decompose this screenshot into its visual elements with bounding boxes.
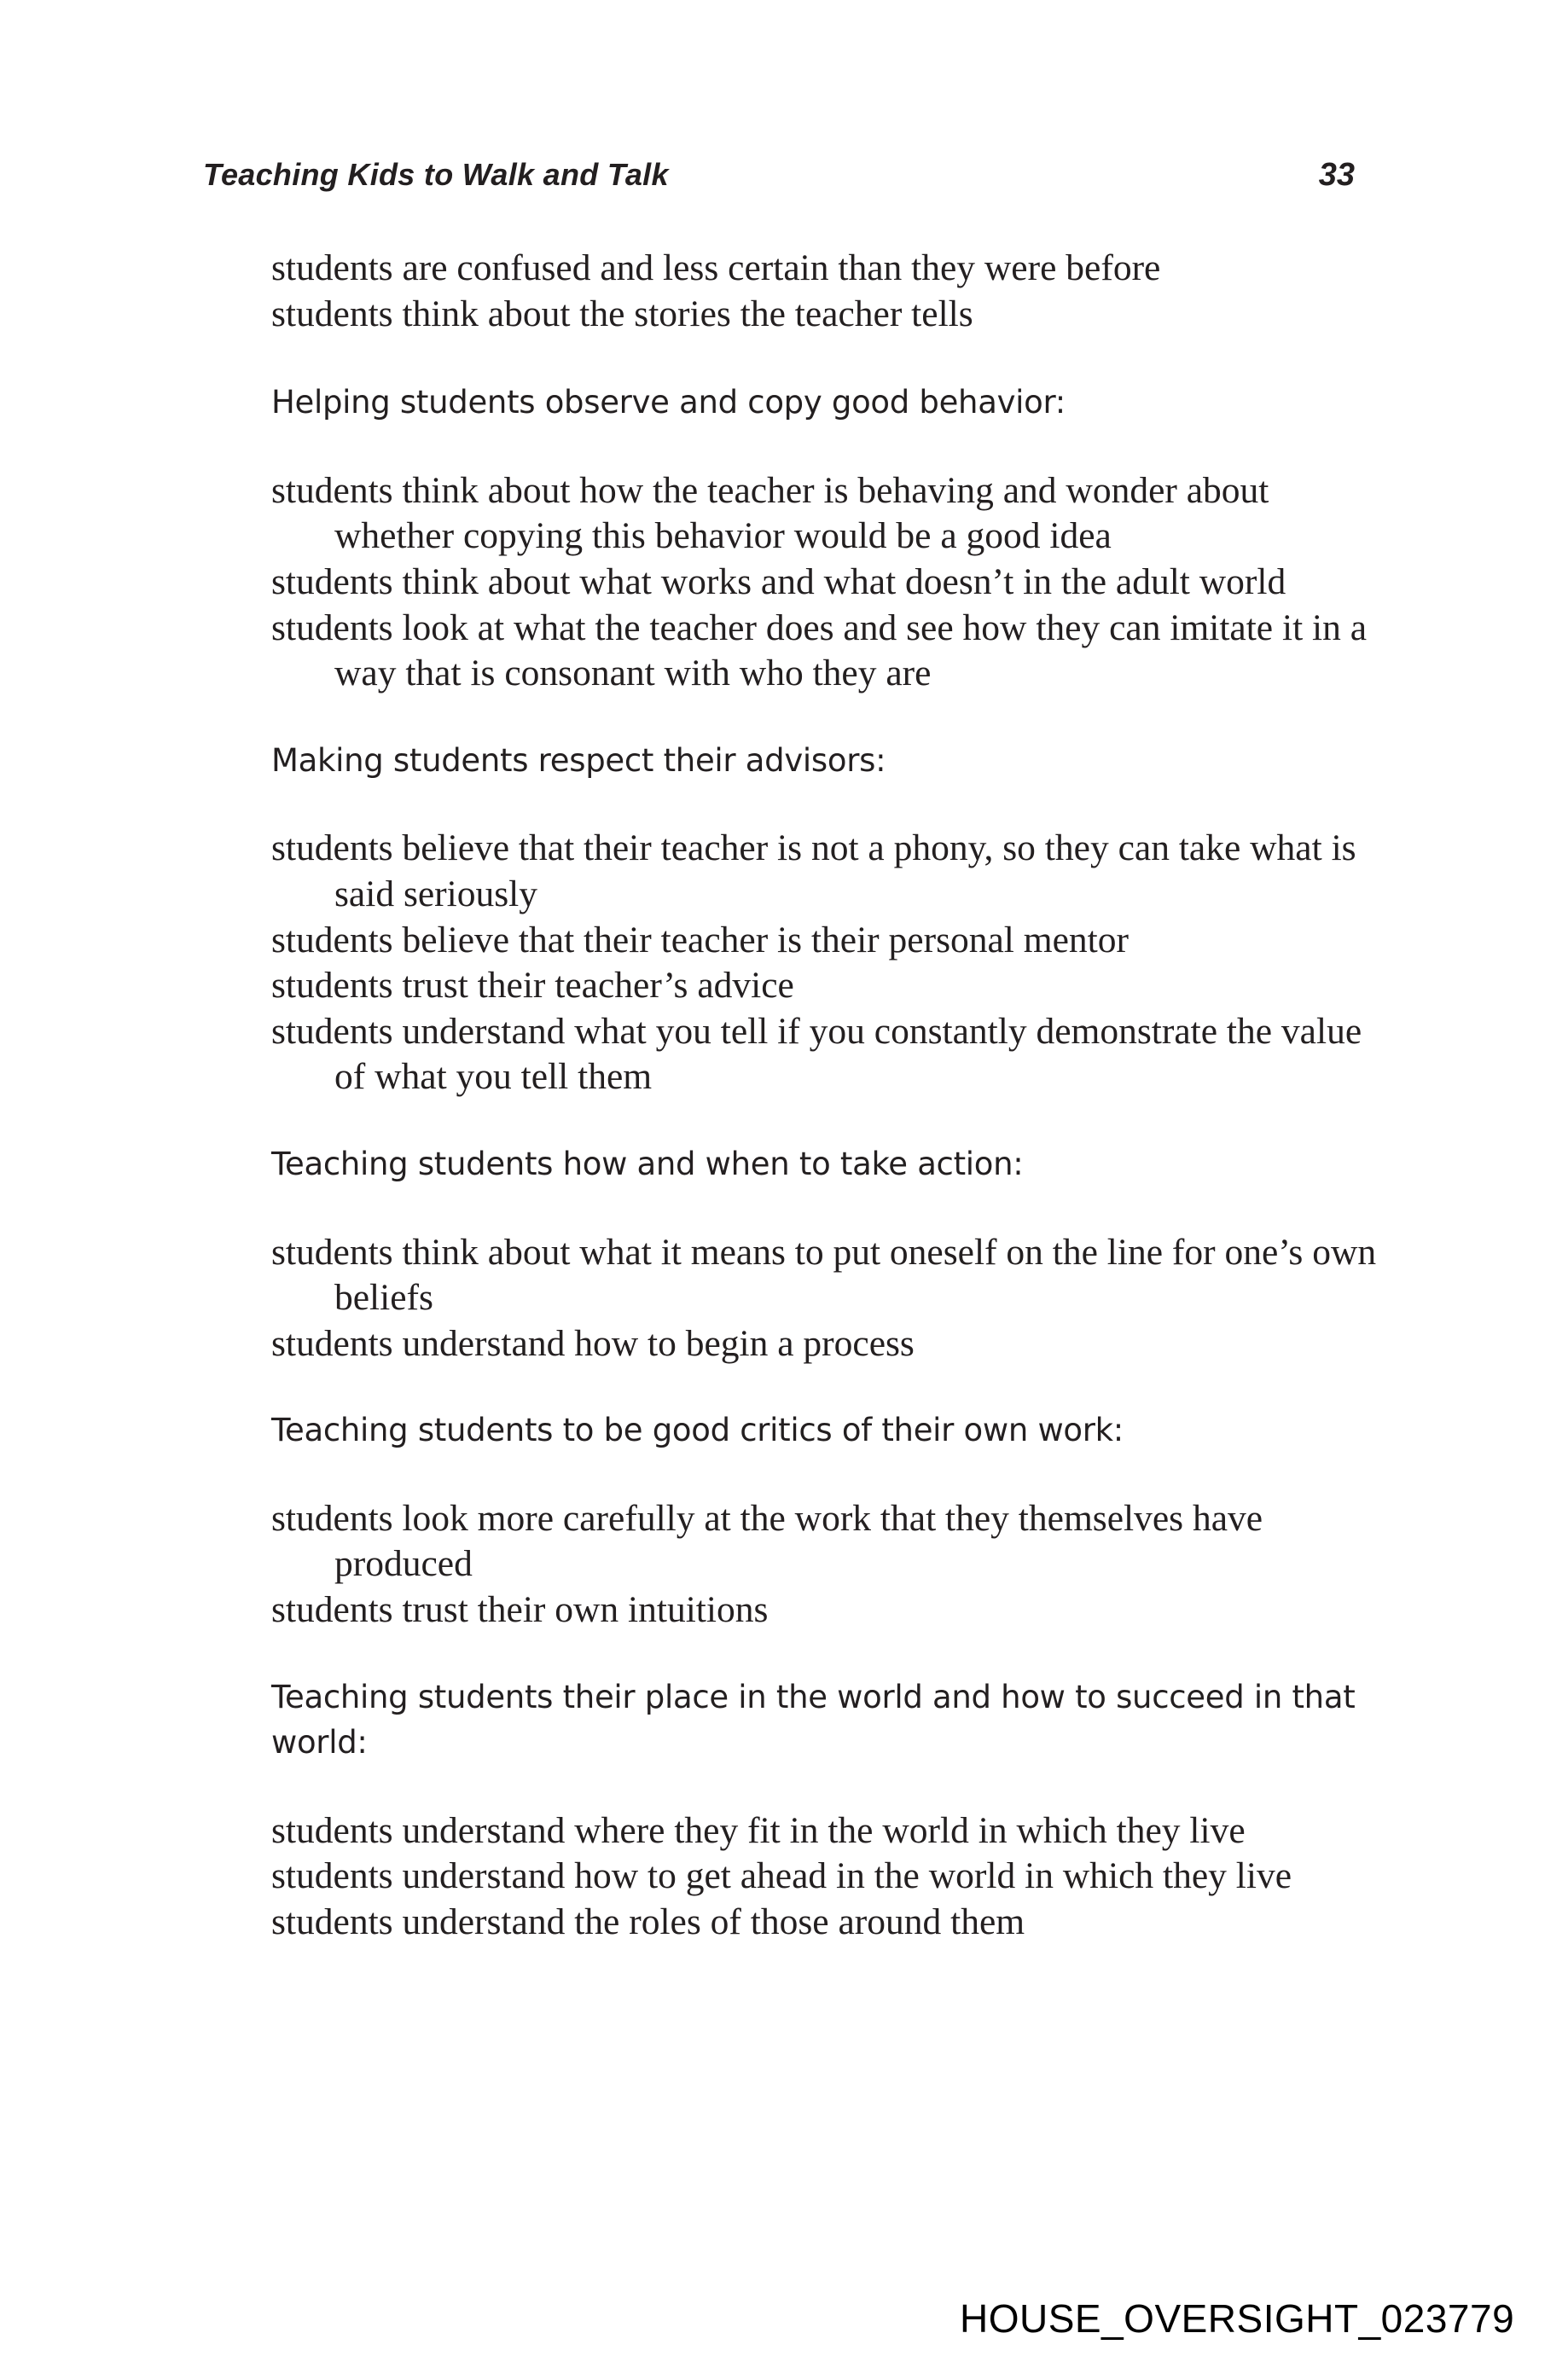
section-heading-respect-advisors: Making students respect their advisors: xyxy=(271,741,886,779)
bates-stamp: HOUSE_OVERSIGHT_023779 xyxy=(960,2296,1515,2341)
running-title: Teaching Kids to Walk and Talk xyxy=(203,157,669,192)
list-item: students look more carefully at the work that they themselves have produced xyxy=(271,1497,1263,1585)
section-heading-place-in-world: Teaching students their place in the world and how to succeed in that world: xyxy=(271,1678,1356,1761)
page-number: 33 xyxy=(1318,157,1355,193)
list-item: students understand how to begin a process xyxy=(271,1322,915,1364)
section-heading-observe-behavior: Helping students observe and copy good behavior: xyxy=(271,384,1066,421)
list-item: students are confused and less certain than they were before xyxy=(271,247,1161,288)
section-heading-good-critics: Teaching students to be good critics of their own work: xyxy=(271,1412,1124,1449)
list-item: students think about the stories the teacher tells xyxy=(271,293,973,334)
list-item: students believe that their teacher is their personal mentor xyxy=(271,919,1129,960)
list-item: students trust their teacher’s advice xyxy=(271,965,794,1007)
list-item: students understand where they fit in the world in which they live xyxy=(271,1809,1246,1851)
list-item: students think about how the teacher is behaving and wonder about whether copying this behavior would be a good idea xyxy=(271,469,1269,557)
list-item: students understand the roles of those around them xyxy=(271,1901,1025,1943)
list-item: students understand how to get ahead in the world in which they live xyxy=(271,1855,1292,1897)
list-item: students trust their own intuitions xyxy=(271,1589,769,1631)
list-item: students look at what the teacher does and see how they can imitate it in a way that is consonant with who they are xyxy=(271,606,1368,694)
page-body xyxy=(271,246,1380,1946)
section-heading-take-action: Teaching students how and when to take action: xyxy=(271,1145,1024,1182)
list-item: students think about what it means to put oneself on the line for one’s own beliefs xyxy=(271,1231,1377,1319)
list-item: students believe that their teacher is not a phony, so they can take what is said seriously xyxy=(271,827,1356,914)
running-head xyxy=(203,154,1355,205)
list-item: students think about what works and what doesn’t in the adult world xyxy=(271,560,1286,602)
list-item: students understand what you tell if you constantly demonstrate the value of what you tell them xyxy=(271,1010,1362,1098)
